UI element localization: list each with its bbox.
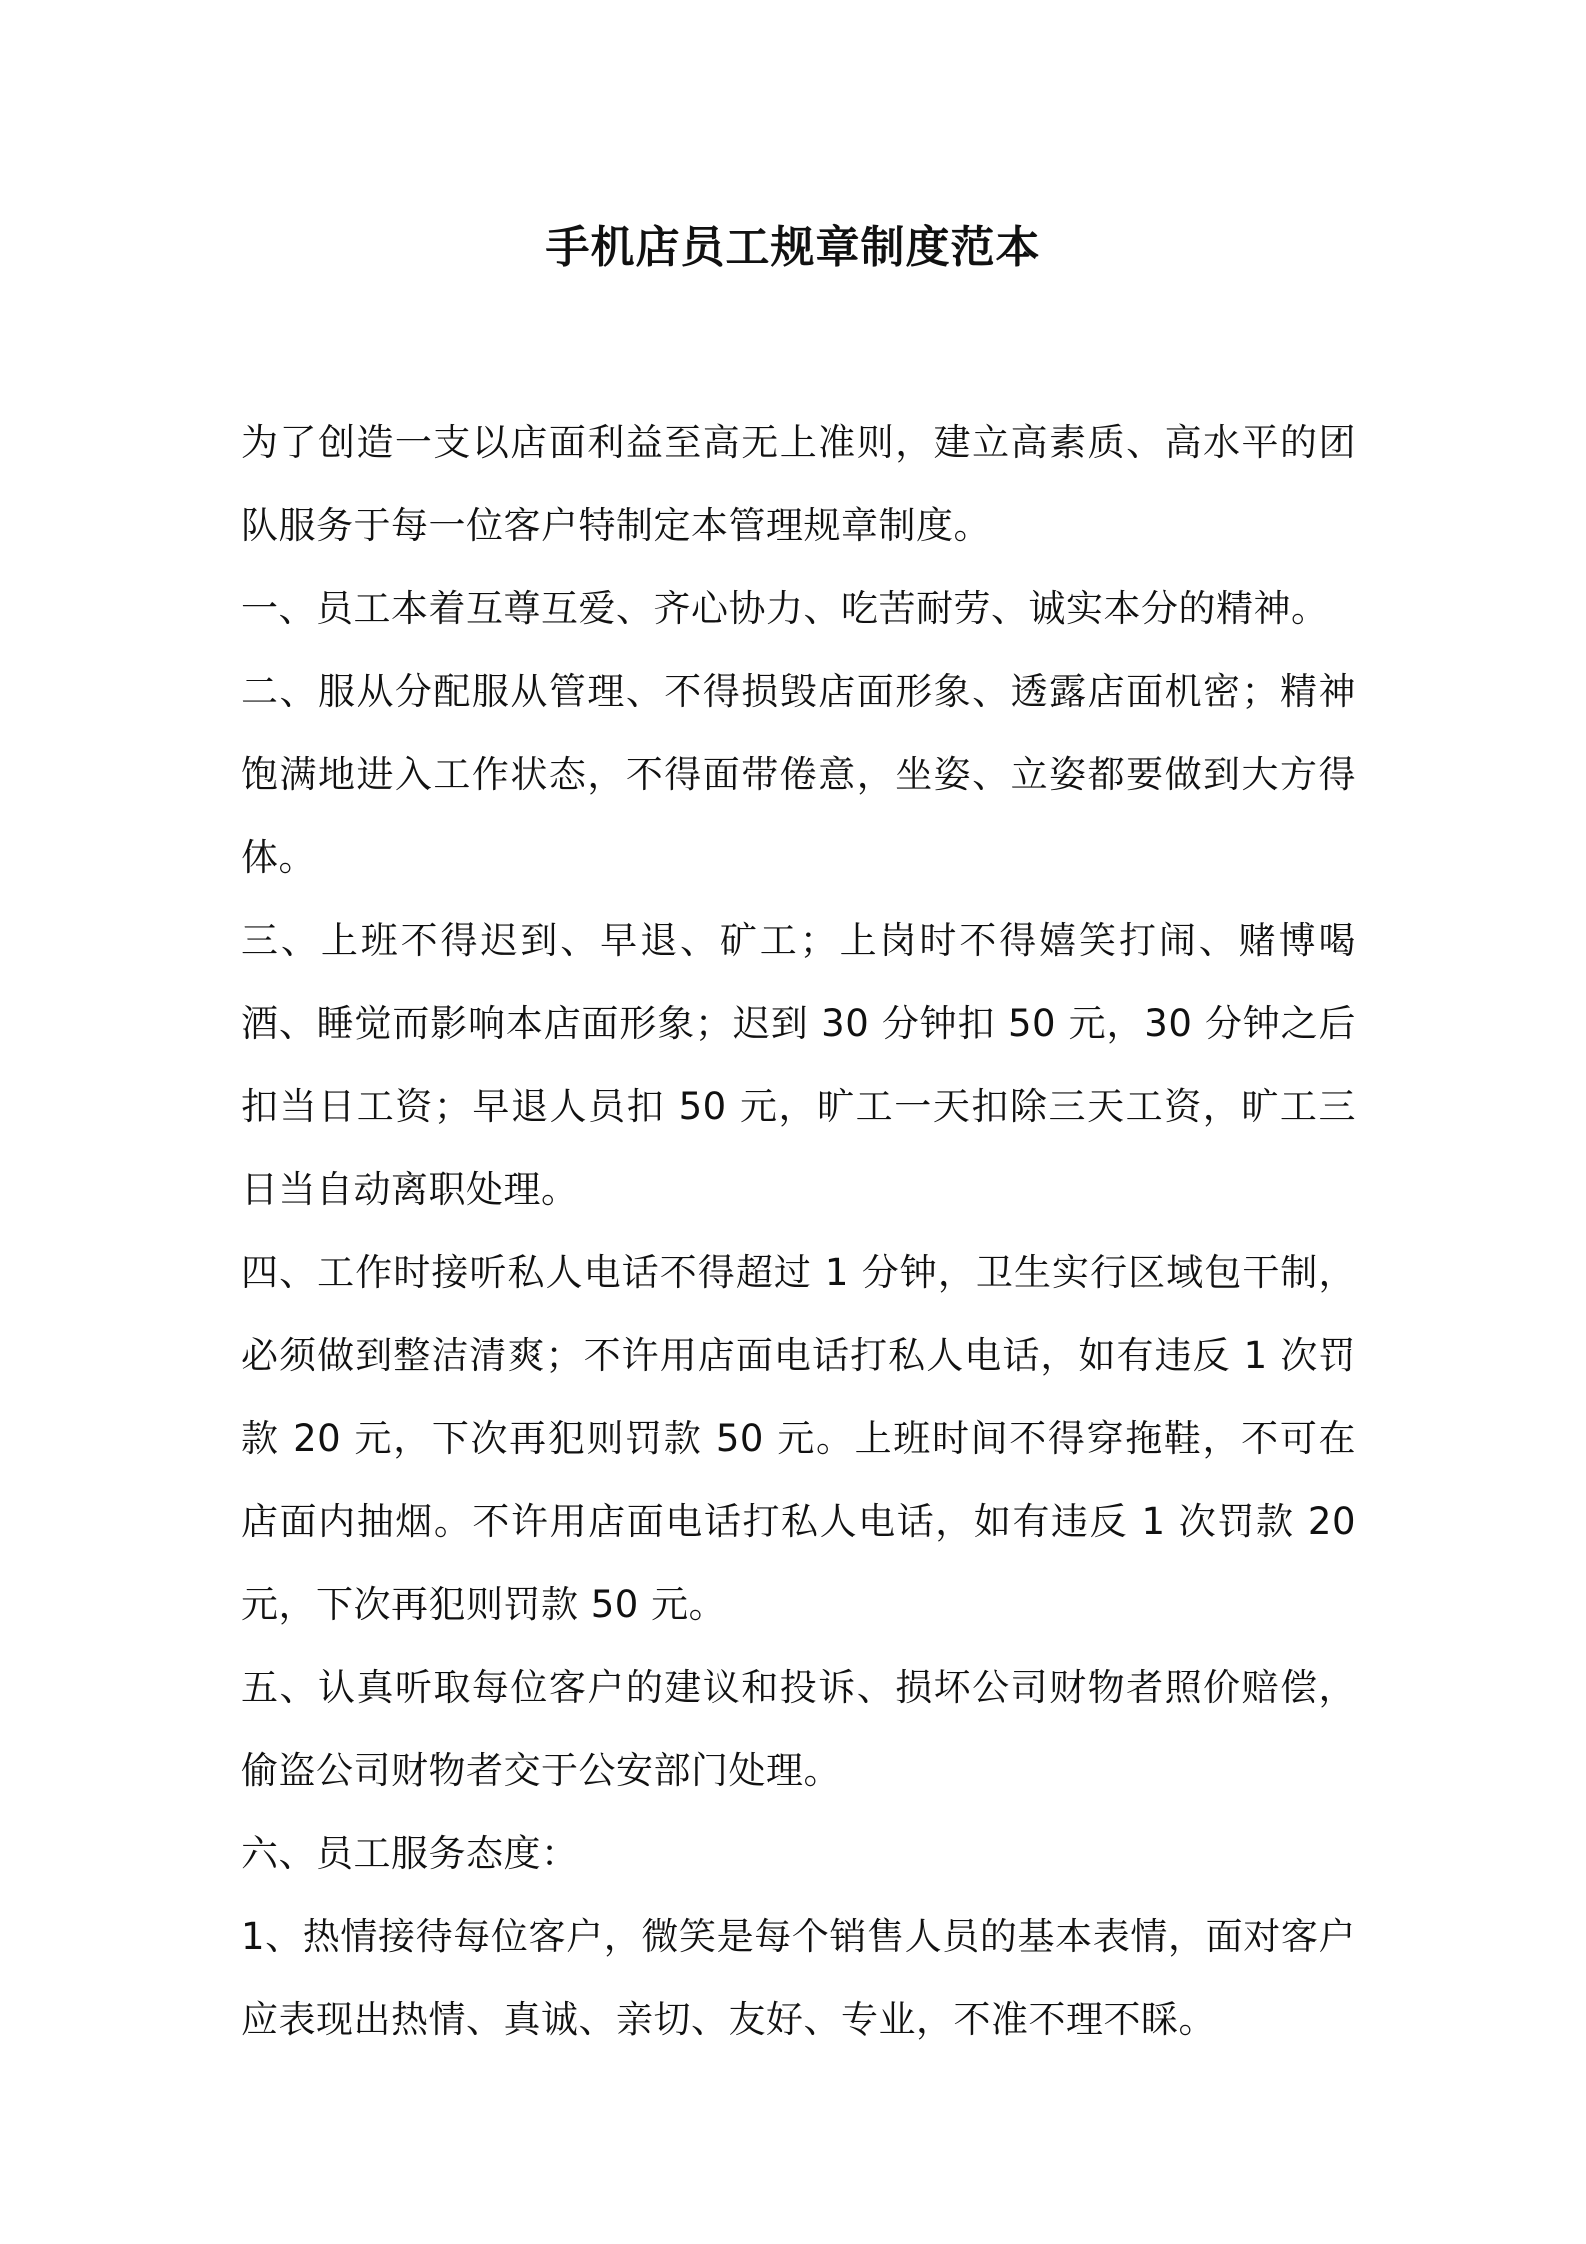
- document-body: [241, 401, 1356, 2061]
- paragraph-rule-3: 三、上班不得迟到、早退、矿工；上岗时不得嬉笑打闹、赌博喝酒、睡觉而影响本店面形象；迟到 30 分钟扣 50 元，30 分钟之后扣当日工资；早退人员扣 50 元，旷工一天扣除三天工资，旷工三日当自动离职处理。: [241, 919, 1356, 1211]
- paragraph-rule-6-heading: 六、员工服务态度：: [241, 1832, 579, 1875]
- paragraph-rule-1: 一、员工本着互尊互爱、齐心协力、吃苦耐劳、诚实本分的精神。: [241, 587, 1329, 630]
- paragraph-rule-5: 五、认真听取每位客户的建议和投诉、损坏公司财物者照价赔偿，偷盗公司财物者交于公安部门处理。: [241, 1666, 1356, 1792]
- paragraph-rule-2: 二、服从分配服从管理、不得损毁店面形象、透露店面机密；精神饱满地进入工作状态，不得面带倦意，坐姿、立姿都要做到大方得体。: [241, 670, 1356, 879]
- paragraph-rule-6-item-1: 1、热情接待每位客户，微笑是每个销售人员的基本表情，面对客户应表现出热情、真诚、亲切、友好、专业，不准不理不睬。: [241, 1915, 1356, 2041]
- paragraph-rule-4: 四、工作时接听私人电话不得超过 1 分钟，卫生实行区域包干制，必须做到整洁清爽；不许用店面电话打私人电话，如有违反 1 次罚款 20 元，下次再犯则罚款 50 元。上班时间不得穿拖鞋，不可在店面内抽烟。不许用店面电话打私人电话，如有违反 1 次罚款 20 元，下次再犯则罚款 50 元。: [241, 1251, 1356, 1626]
- page-title: 手机店员工规章制度范本: [545, 222, 1041, 273]
- paragraph-intro: 为了创造一支以店面利益至高无上准则，建立高素质、高水平的团队服务于每一位客户特制定本管理规章制度。: [241, 421, 1356, 547]
